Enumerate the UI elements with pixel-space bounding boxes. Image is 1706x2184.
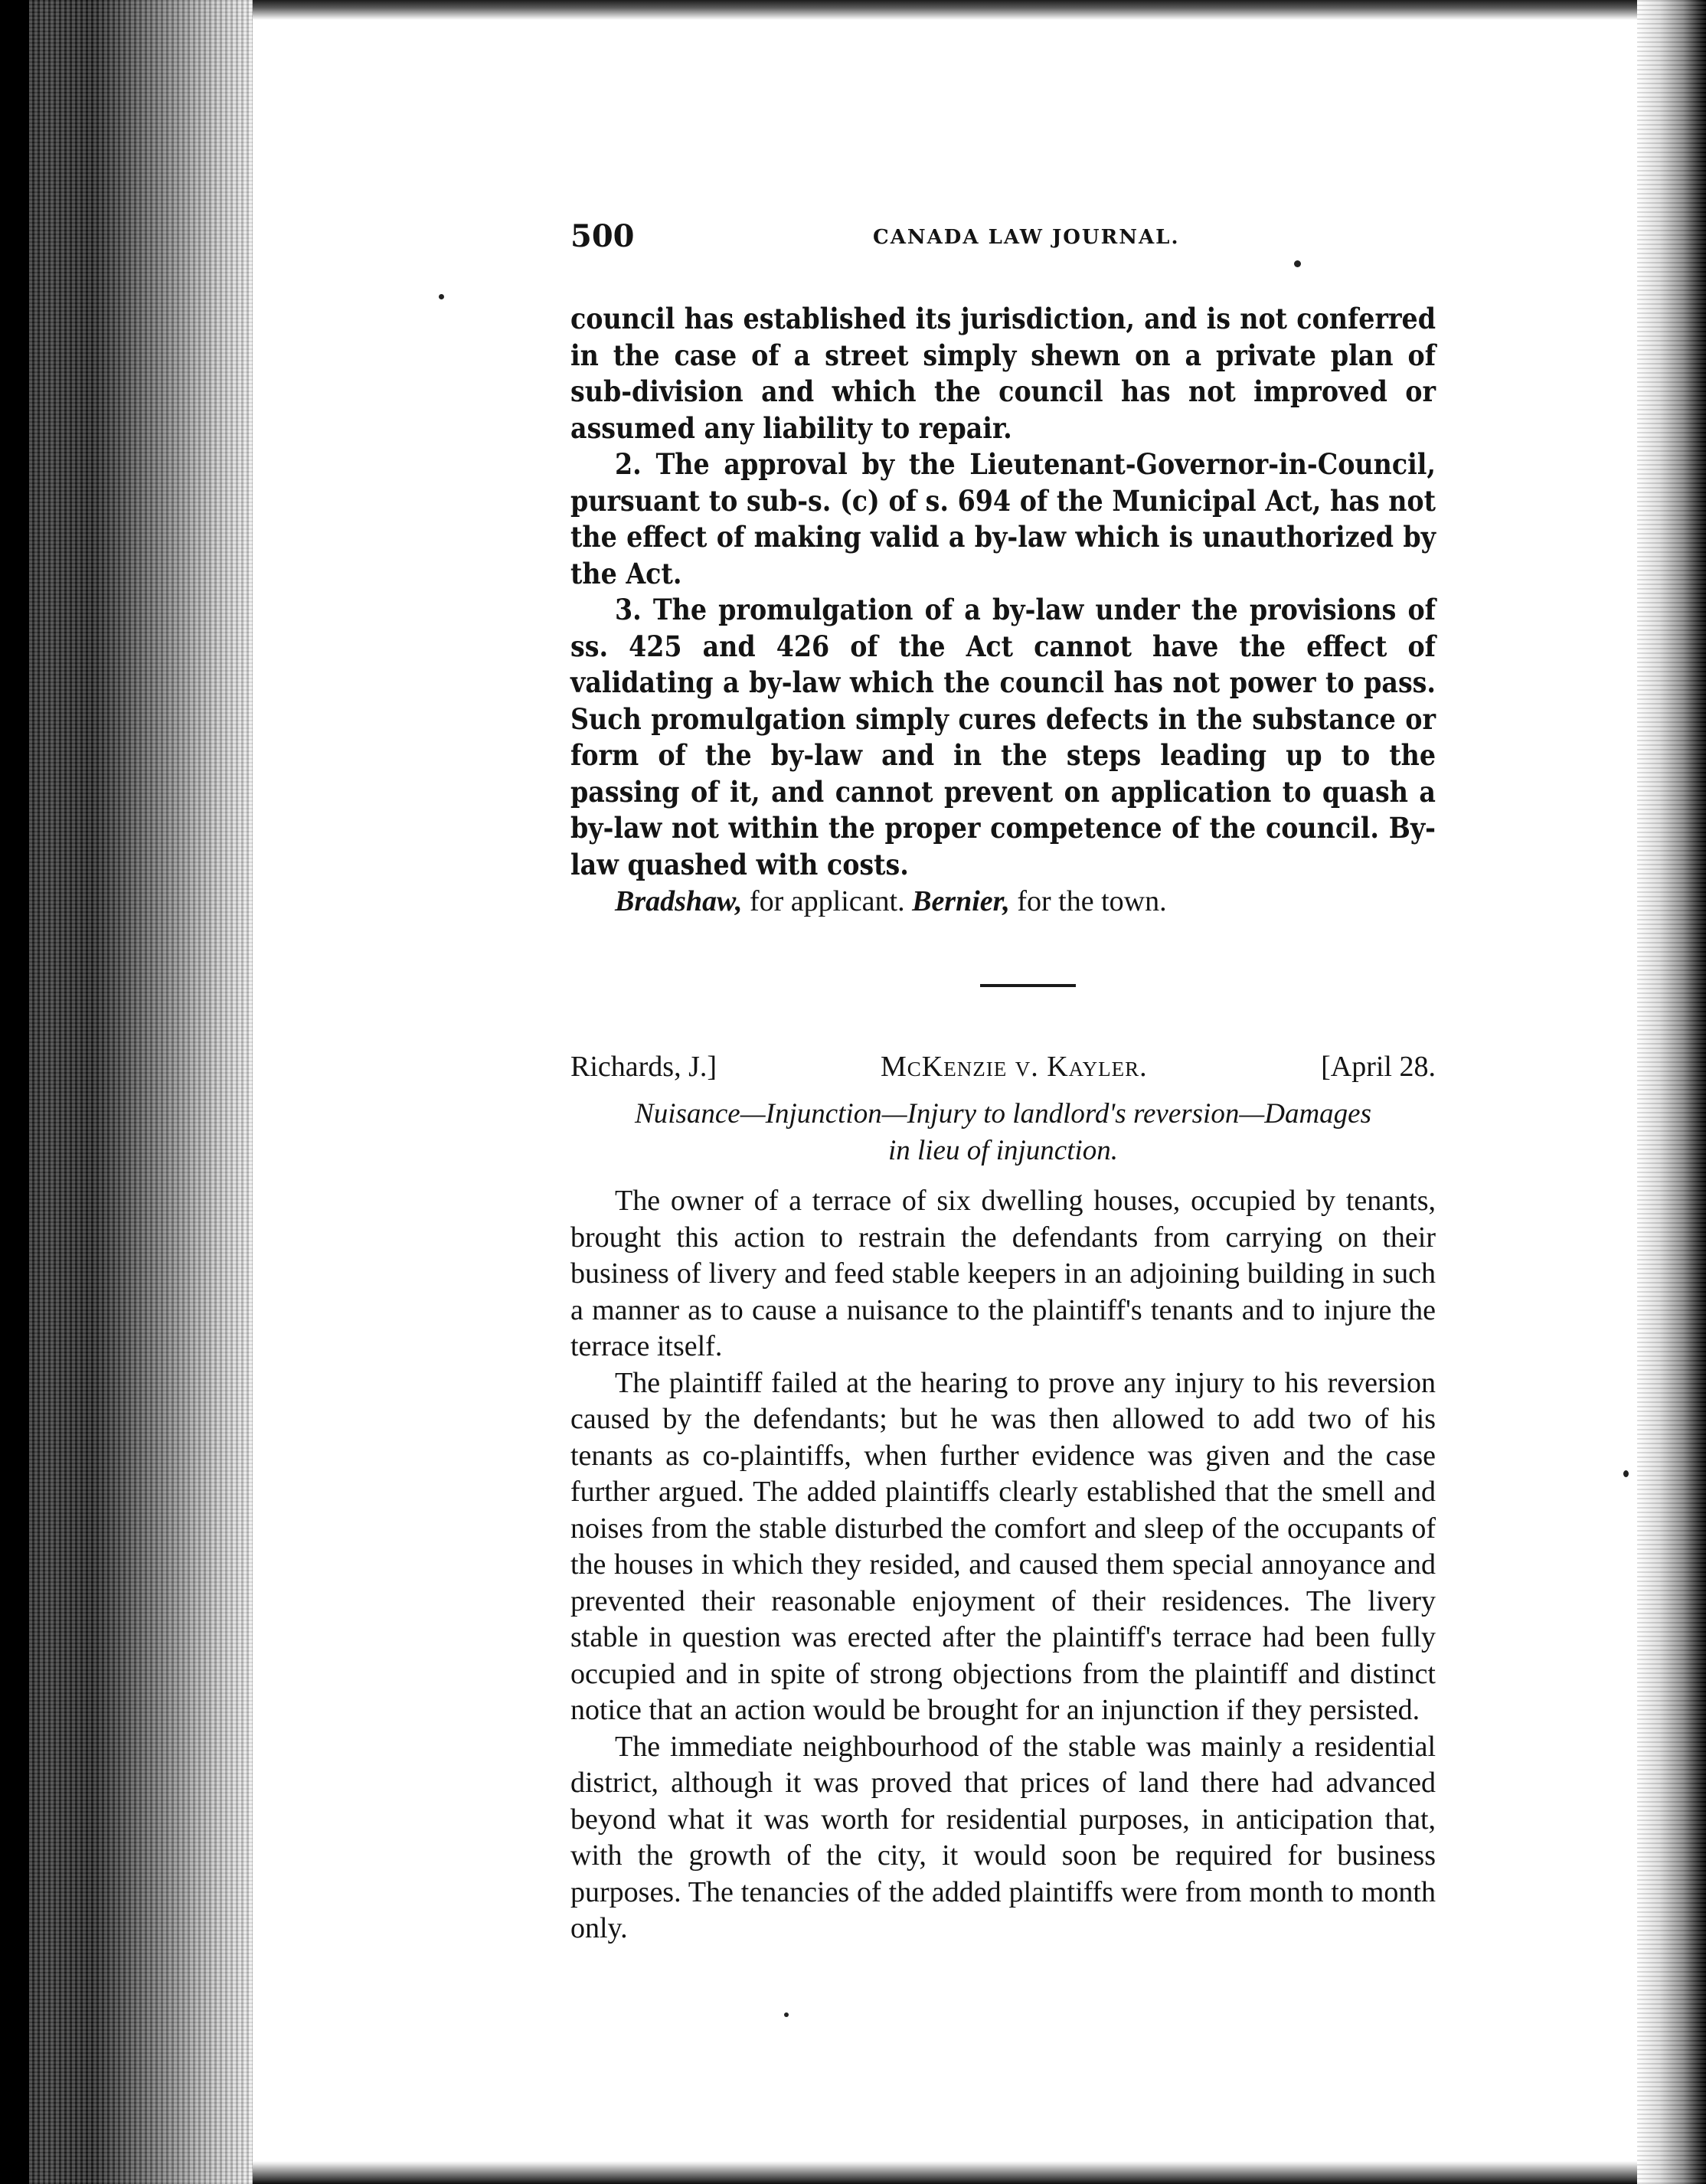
binding-dark-edge xyxy=(0,0,29,2184)
paragraph-jurisdiction: council has established its jurisdiction, and is not conferred in the case of a street simply shewn on a private plan of sub-division and which the council has not improved or assumed any liability to repair. xyxy=(570,302,1436,445)
scan-bottom-edge xyxy=(253,2161,1637,2184)
scan-speck xyxy=(1623,1470,1629,1477)
case-header xyxy=(570,1050,1436,1093)
book-binding-shadow xyxy=(0,0,253,2184)
case-judge: Richards, J.] xyxy=(570,1051,717,1083)
applicant-counsel-role: for applicant. xyxy=(742,885,913,917)
town-counsel-name: Bernier, xyxy=(912,885,1010,917)
journal-page xyxy=(570,218,1436,1947)
journal-title: CANADA LAW JOURNAL. xyxy=(873,226,1180,249)
paragraph-promulgation: 3. The promulgation of a by-law under the provisions of ss. 425 and 426 of the Act cannot have the effect of validating a by-law which the council has not power to pass. Such promulgation simply cures defects in the substance or form of the by-law and in the steps leading up to the passing of it, and cannot prevent on application to quash a by-law not within the proper competence of the council. By-law quashed with costs. xyxy=(570,593,1436,881)
section-divider xyxy=(980,984,1076,987)
counsel-line xyxy=(570,883,1436,920)
paragraph-neighbourhood: The immediate neighbourhood of the stable was mainly a residential district, although it was proved that prices of land there had advanced beyond what it was worth for residential purposes, in anticipation that, with the growth of the city, it would soon be required for business purposes. The tenancies of the added plaintiffs were from month to month only. xyxy=(570,1730,1436,1944)
town-counsel-role: for the town. xyxy=(1009,885,1167,917)
case-subject-line: in lieu of injunction. xyxy=(887,1135,1119,1166)
paragraph-owner: The owner of a terrace of six dwelling houses, occupied by tenants, brought this action to restrain the defendants from carrying on their business of livery and feed stable keepers in an adjoining building in such a manner as to cause a nuisance to the plaintiff's tenants and to injure the terrace itself. xyxy=(570,1185,1436,1362)
scan-speck xyxy=(439,294,444,299)
paragraph-plaintiff: The plaintiff failed at the hearing to prove any injury to his reversion caused by the defendants; but he was then allowed to add two of his tenants as co-plaintiffs, when further evidence was given and the case further argued. The added plaintiffs clearly established that the smell and noises from the stable disturbed the comfort and sleep of the occupants of the houses in which they resided, and caused them special annoyance and prevented their reasonable enjoyment of their residences. The livery stable in question was erected after the plaintiff's terrace had been fully occupied and in spite of strong objections from the plaintiff and distinct notice that an action would be brought for an injunction if they persisted. xyxy=(570,1366,1436,1726)
case-subject-line: Nuisance—Injunction—Injury to landlord's reversion—Damages xyxy=(635,1098,1371,1130)
paragraph-approval: 2. The approval by the Lieutenant-Governor-in-Council, pursuant to sub-s. (c) of s. 694 of the Municipal Act, has not the effect of making valid a by-law which is unauthorized by the Act. xyxy=(570,447,1436,590)
case-subject xyxy=(570,1096,1436,1169)
scan-speck xyxy=(784,2012,789,2017)
case-date: [April 28. xyxy=(1321,1051,1436,1083)
applicant-counsel-name: Bradshaw, xyxy=(615,885,743,917)
scan-top-edge xyxy=(253,0,1637,20)
case-name: McKenzie v. Kayler. xyxy=(881,1051,1148,1083)
scan-right-edge xyxy=(1637,0,1706,2184)
page-number: 500 xyxy=(570,218,635,254)
running-head xyxy=(570,218,1436,257)
